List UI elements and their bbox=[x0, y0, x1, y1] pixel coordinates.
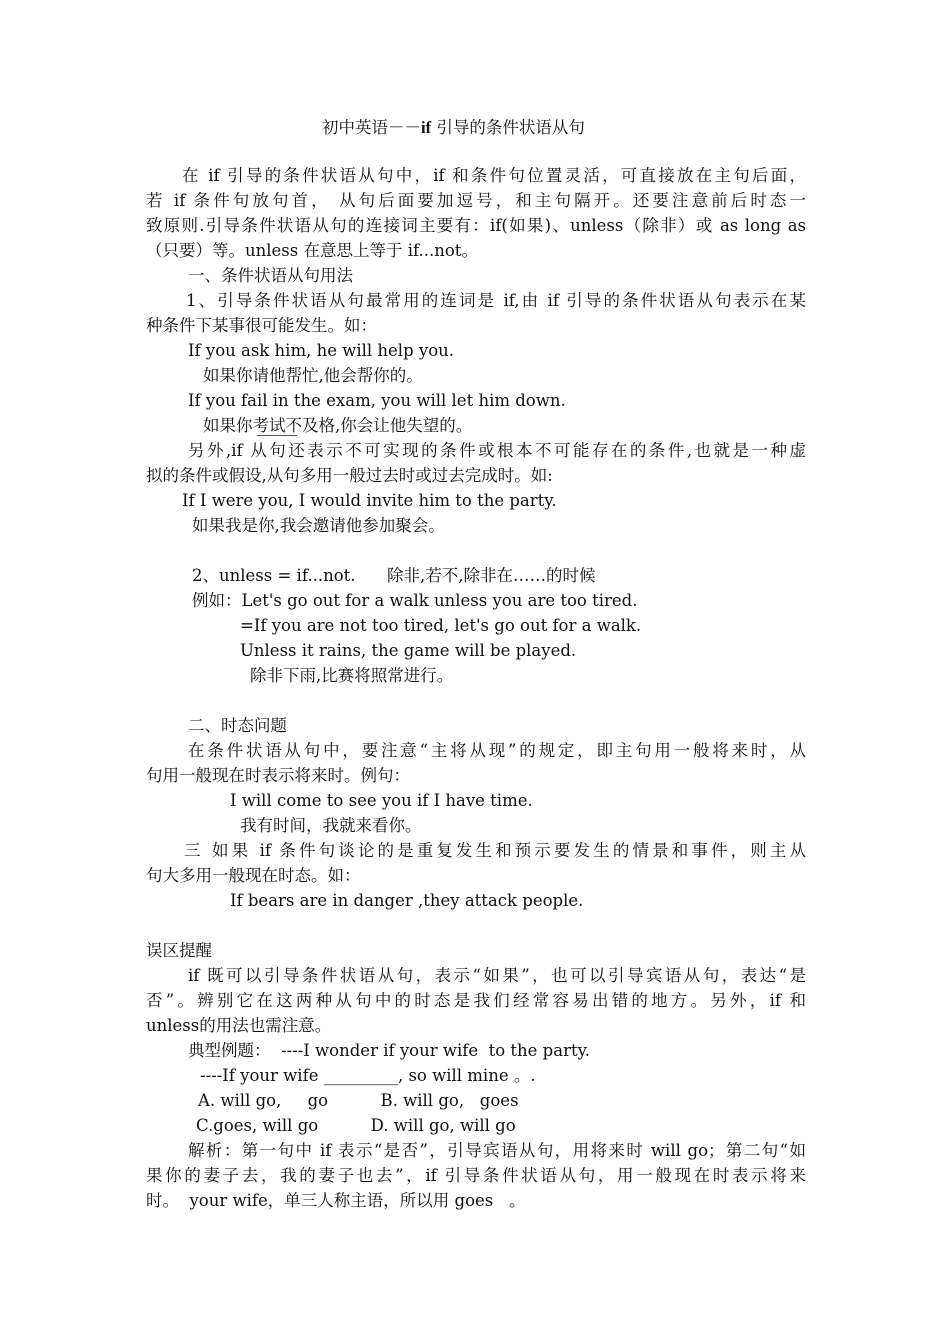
example-3-translation: 如果我是你,我会邀请他参加聚会。 bbox=[192, 516, 445, 535]
unless-heading: 2、unless = if...not. 除非,若不,除非在……的时候 bbox=[192, 566, 596, 585]
s3-p1-line-2: 否”。辨别它在这两种从句中的时态是我们经常容易出错的地方。另外，if 和 bbox=[146, 991, 806, 1010]
section3-heading: 误区提醒 bbox=[146, 941, 212, 960]
s2-example-1-translation: 我有时间，我就来看你。 bbox=[240, 816, 422, 835]
analysis-line-3: 时。 your wife，单三人称主语，所以用 goes 。 bbox=[146, 1191, 526, 1210]
s3-p1-line-1: if 既可以引导条件状语从句，表示“如果”，也可以引导宾语从句，表达“是 bbox=[188, 966, 806, 985]
intro-line-3: 致原则.引导条件状语从句的连接词主要有：if(如果)、unless（除非）或 as long as bbox=[146, 216, 806, 235]
options-a-b: A. will go, go B. will go, goes bbox=[198, 1091, 519, 1110]
s2-p2-line-2: 句大多用一般现在时态。如： bbox=[146, 866, 361, 885]
s2-example-2: If bears are in danger ,they attack people. bbox=[230, 891, 584, 910]
s2-example-1: I will come to see you if I have time. bbox=[230, 791, 533, 810]
analysis-line-2: 果你的妻子去，我的妻子也去”，if 引导条件状语从句，用一般现在时表示将来 bbox=[146, 1166, 806, 1185]
options-c-d: C.goes, will go D. will go, will go bbox=[196, 1116, 516, 1135]
question-line-2: ----If your wife _________, so will mine 。. bbox=[200, 1066, 536, 1085]
example-2: If you fail in the exam, you will let him down. bbox=[188, 391, 566, 410]
example-1-translation: 如果你请他帮忙,他会帮你的。 bbox=[203, 366, 423, 385]
spellcheck-underline bbox=[257, 435, 297, 436]
s1-p1-line-2: 种条件下某事很可能发生。如： bbox=[146, 316, 377, 335]
intro-line-2: 若 if 条件句放句首， 从句后面要加逗号，和主句隔开。还要注意前后时态一 bbox=[146, 191, 806, 210]
intro-line-1: 在 if 引导的条件状语从句中，if 和条件句位置灵活，可直接放在主句后面， bbox=[182, 166, 806, 185]
title-suffix: 引导的条件状语从句 bbox=[431, 118, 585, 137]
example-1: If you ask him, he will help you. bbox=[188, 341, 455, 360]
s2-p2-line-1: 三 如果 if 条件句谈论的是重复发生和预示要发生的情景和事件，则主从 bbox=[184, 841, 806, 860]
s1-p2-line-2: 拟的条件或假设,从句多用一般过去时或过去完成时。如: bbox=[146, 466, 553, 485]
unless-example-1: 例如：Let's go out for a walk unless you are too tired. bbox=[192, 591, 638, 610]
analysis-line-1: 解析：第一句中 if 表示“是否”，引导宾语从句，用将来时 will go；第二句“如 bbox=[188, 1141, 806, 1160]
s1-p1-line-1: 1、引导条件状语从句最常用的连词是 if,由 if 引导的条件状语从句表示在某 bbox=[186, 291, 806, 310]
s2-p1-line-2: 句用一般现在时表示将来时。例句： bbox=[146, 766, 410, 785]
s1-p2-line-1: 另外,if 从句还表示不可实现的条件或根本不可能存在的条件,也就是一种虚 bbox=[188, 441, 806, 460]
s3-p1-line-3: unless的用法也需注意。 bbox=[146, 1016, 332, 1035]
example-3: If I were you, I would invite him to the party. bbox=[182, 491, 557, 510]
section2-heading: 二、时态问题 bbox=[188, 716, 287, 735]
title-keyword: if bbox=[421, 118, 432, 137]
s2-p1-line-1: 在条件状语从句中，要注意“主将从现”的规定，即主句用一般将来时，从 bbox=[188, 741, 806, 760]
unless-example-3: Unless it rains, the game will be played. bbox=[240, 641, 577, 660]
unless-example-2: =If you are not too tired, let's go out for a walk. bbox=[240, 616, 642, 635]
question-line-1: 典型例题： ----I wonder if your wife to the party. bbox=[188, 1041, 590, 1060]
section1-heading: 一、条件状语从句用法 bbox=[188, 266, 353, 285]
page-title bbox=[322, 117, 585, 139]
title-prefix: 初中英语－－ bbox=[322, 118, 421, 137]
intro-line-4: （只要）等。unless 在意思上等于 if...not。 bbox=[146, 241, 478, 260]
unless-example-3-translation: 除非下雨,比赛将照常进行。 bbox=[250, 666, 454, 685]
example-2-translation: 如果你考试不及格,你会让他失望的。 bbox=[203, 416, 473, 435]
